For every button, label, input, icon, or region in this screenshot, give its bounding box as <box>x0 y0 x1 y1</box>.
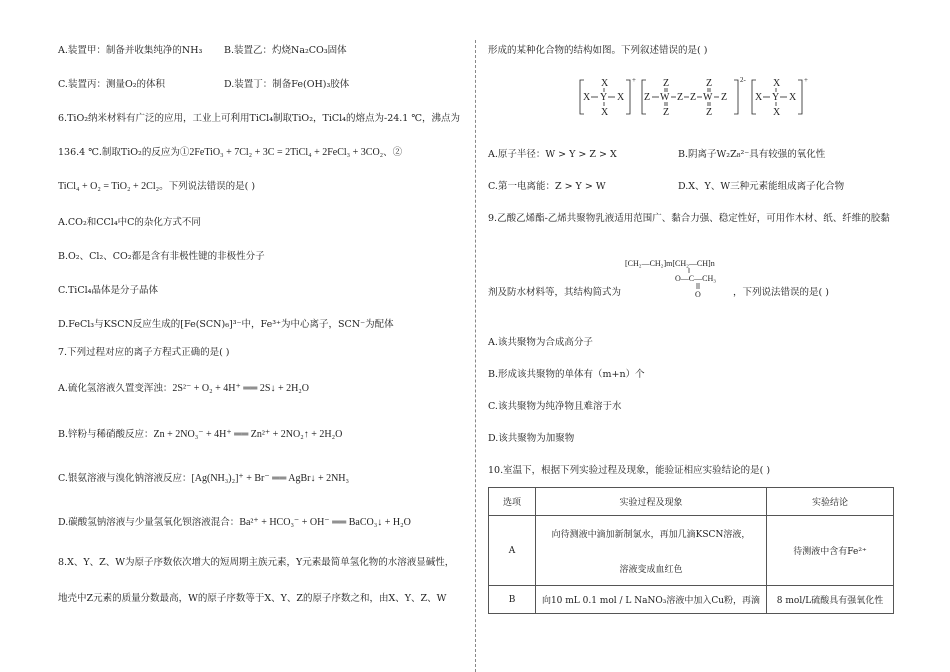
row-a-conclusion: 待测液中含有Fe²⁺ <box>767 516 894 586</box>
q9-line2-text: 剂及防水材料等，其结构简式为 <box>488 287 622 298</box>
q7-d-equation: Ba²⁺ + HCO₃⁻ + OH⁻ ══ BaCO₃↓ + H₂O <box>239 517 411 528</box>
svg-text:Z: Z <box>663 107 670 118</box>
anion-charge: 2- <box>740 76 746 84</box>
svg-text:Z: Z <box>644 92 651 103</box>
atom-x: X <box>601 78 609 89</box>
q7-a-equation: 2S²⁻ + O₂ + 4H⁺ ══ 2S↓ + 2H₂O <box>172 383 310 394</box>
atom-y: Y <box>600 92 608 103</box>
row-b-process: 向10 mL 0.1 mol / L NaNO₃溶液中加入Cu粉，再滴 <box>536 586 767 614</box>
q6-option-c: C.TiCl₄晶体是分子晶体 <box>58 285 158 296</box>
q8-structure-diagram <box>578 74 808 120</box>
polymer-carbonyl-o: O <box>695 290 701 299</box>
q8-stem-line2: 地壳中Z元素的质量分数最高，W的原子序数等于X、Y、Z的原子序数之和，由X、Y、Z、W <box>58 593 447 604</box>
svg-text:X: X <box>789 92 797 103</box>
q6-option-b: B.O₂、Cl₂、CO₂都是含有非极性键的非极性分子 <box>58 251 265 262</box>
svg-text:Z: Z <box>690 92 697 103</box>
row-a-process-line2: 溶液变成血红色 <box>619 564 683 575</box>
q7-b-text: B.锌粉与稀硝酸反应： <box>58 429 154 440</box>
q8-option-b: B.阴离子W₂Z₈²⁻具有较强的氧化性 <box>678 149 826 160</box>
row-a-option: A <box>489 516 536 586</box>
q9-option-c: C.该共聚物为纯净物且难溶于水 <box>488 401 622 412</box>
q6-stem-line2 <box>58 146 402 159</box>
q5-option-c: C.装置丙：测量O₂的体积 <box>58 79 166 90</box>
q7-c-equation: [Ag(NH₃)₂]⁺ + Br⁻ ══ AgBr↓ + 2NH₃ <box>191 473 350 484</box>
q6-stem-line3 <box>58 180 255 193</box>
q8-option-d: D.X、Y、W三种元素能组成离子化合物 <box>678 181 845 192</box>
q5-option-b: B.装置乙：灼烧Na₂CO₃固体 <box>224 45 347 56</box>
q7-d-text: D.碳酸氢钠溶液与少量氢氧化钡溶液混合： <box>58 517 240 528</box>
svg-text:X: X <box>583 92 591 103</box>
cation-charge-right: + <box>804 76 808 84</box>
svg-text:X: X <box>773 78 781 89</box>
table-header-row <box>489 488 894 516</box>
polymer-side-group: O—C—CH₃ <box>675 274 717 283</box>
column-divider <box>475 40 476 672</box>
header-option: 选项 <box>489 488 536 516</box>
q10-experiment-table <box>488 487 894 614</box>
svg-text:X: X <box>755 92 763 103</box>
q7-c-text: C.银氨溶液与溴化钠溶液反应： <box>58 473 192 484</box>
row-b-conclusion: 8 mol/L硫酸具有强氧化性 <box>767 586 894 614</box>
row-a-process-line1: 向待测液中滴加新制氯水，再加几滴KSCN溶液， <box>551 529 751 540</box>
q6-stem-line1: 6.TiO₂纳米材料有广泛的应用，工业上可利用TiCl₄制取TiO₂，TiCl₄的熔点为-24.1 ℃，沸点为 <box>58 113 460 124</box>
table-row <box>489 586 894 614</box>
q7-option-c <box>58 472 349 485</box>
header-conclusion: 实验结论 <box>767 488 894 516</box>
q9-option-b: B.形成该共聚物的单体有（m+n）个 <box>488 369 645 380</box>
q6-question: 。下列说法错误的是( ) <box>159 181 256 192</box>
q7-b-equation: Zn + 2NO₃⁻ + 4H⁺ ══ Zn²⁺ + 2NO₂↑ + 2H₂O <box>153 429 343 440</box>
q9-stem-line1: 9.乙酸乙烯酯-乙烯共聚物乳液适用范围广、黏合力强、稳定性好，可用作木材、纸、纤维的胶黏 <box>488 213 890 224</box>
q6-option-a: A.CO₂和CCl₄中C的杂化方式不同 <box>58 217 201 228</box>
q5-option-d: D.装置丁：制备Fe(OH)₃胶体 <box>224 79 350 90</box>
q7-a-text: A.硫化氢溶液久置变浑浊： <box>58 383 173 394</box>
q6-option-d: D.FeCl₃与KSCN反应生成的[Fe(SCN)₆]³⁻中，Fe³⁺为中心离子，SCN⁻为配体 <box>58 319 394 330</box>
svg-text:X: X <box>773 107 781 118</box>
row-b-option: B <box>489 586 536 614</box>
row-a-process <box>536 516 767 586</box>
q7-option-a <box>58 382 309 395</box>
svg-text:Z: Z <box>721 92 728 103</box>
polymer-main-chain: [CH₂—CH₂]m[CH₂—CH]n <box>625 259 715 268</box>
header-process: 实验过程及现象 <box>536 488 767 516</box>
table-row <box>489 516 894 586</box>
svg-text:X: X <box>617 92 625 103</box>
svg-text:X: X <box>601 107 609 118</box>
q9-option-d: D.该共聚物为加聚物 <box>488 433 575 444</box>
cation-charge-left: + <box>632 76 636 84</box>
svg-text:Y: Y <box>772 92 780 103</box>
q5-option-a: A.装置甲：制备并收集纯净的NH₃ <box>58 45 203 56</box>
svg-text:Z: Z <box>677 92 684 103</box>
q6-equation-1: 2FeTiO₃ + 7Cl₂ + 3C = 2TiCl₄ + 2FeCl₃ + 3CO₂ <box>189 147 384 158</box>
q7-option-d <box>58 516 411 529</box>
q9-stem-line2 <box>488 286 829 299</box>
q6-line2-text: 136.4 ℃.制取TiO₂的反应为① <box>58 147 190 158</box>
q8-option-c: C.第一电离能：Z > Y > W <box>488 181 606 192</box>
atom-z: Z <box>663 78 670 89</box>
svg-text:Z: Z <box>706 78 713 89</box>
right-column <box>488 0 903 672</box>
left-column <box>58 0 468 672</box>
q7-stem: 7.下列过程对应的离子方程式正确的是( ) <box>58 347 230 358</box>
atom-w: W <box>660 92 670 103</box>
q6-equation-2: TiCl₄ + O₂ = TiO₂ + 2Cl₂ <box>58 181 160 192</box>
q8-stem-line3: 形成的某种化合物的结构如图。下列叙述错误的是( ) <box>488 45 708 56</box>
q9-option-a: A.该共聚物为合成高分子 <box>488 337 593 348</box>
q9-question: ，下列说法错误的是( ) <box>733 287 829 298</box>
svg-text:Z: Z <box>706 107 713 118</box>
q8-option-a: A.原子半径：W > Y > Z > X <box>488 149 617 160</box>
q6-line2-tail: 、② <box>383 147 403 158</box>
q10-stem: 10.室温下，根据下列实验过程及现象，能验证相应实验结论的是( ) <box>488 465 771 476</box>
q8-stem-line1: 8.X、Y、Z、W为原子序数依次增大的短周期主族元素，Y元素最简单氢化物的水溶液显碱性， <box>58 557 455 568</box>
svg-text:W: W <box>703 92 713 103</box>
q7-option-b <box>58 428 342 441</box>
